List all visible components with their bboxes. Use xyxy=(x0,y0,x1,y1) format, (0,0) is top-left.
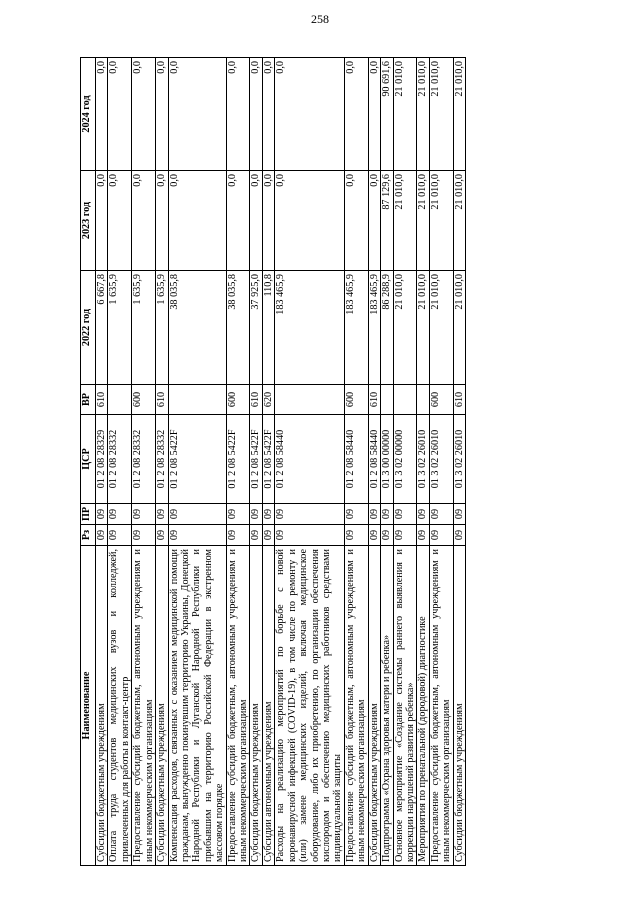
cell-2022: 6 667,8 xyxy=(96,271,108,385)
cell-pr: 09 xyxy=(368,504,380,525)
cell-vr: 610 xyxy=(250,385,262,415)
table-row xyxy=(156,58,168,866)
cell-vr: 610 xyxy=(453,385,465,415)
cell-2022: 21 010,0 xyxy=(453,271,465,385)
cell-2024: 0,0 xyxy=(275,58,345,171)
cell-pr: 09 xyxy=(344,504,368,525)
table-row xyxy=(417,58,429,866)
cell-rz: 09 xyxy=(132,525,156,546)
cell-csr: 01 2 08 28329 xyxy=(96,415,108,504)
cell-csr: 01 2 08 58440 xyxy=(344,415,368,504)
cell-rz: 09 xyxy=(96,525,108,546)
header-vr: ВР xyxy=(81,385,96,415)
budget-table xyxy=(80,57,466,866)
cell-pr: 09 xyxy=(108,504,132,525)
cell-2022: 21 010,0 xyxy=(417,271,429,385)
cell-2023: 87 129,6 xyxy=(381,171,393,271)
table-row xyxy=(429,58,453,866)
table-row xyxy=(250,58,262,866)
table-row xyxy=(262,58,274,866)
cell-pr: 09 xyxy=(275,504,345,525)
cell-2022: 183 465,9 xyxy=(344,271,368,385)
header-2024: 2024 год xyxy=(81,58,96,171)
cell-name: Оплата труда студентов медицинских вузов и колледжей, привлеченных для работы в контакт-центр xyxy=(108,546,132,866)
header-rz: Рз xyxy=(81,525,96,546)
cell-name: Субсидии бюджетным учреждениям xyxy=(368,546,380,866)
cell-csr: 01 2 08 5422F xyxy=(250,415,262,504)
cell-vr: 610 xyxy=(156,385,168,415)
table-row xyxy=(96,58,108,866)
cell-vr: 600 xyxy=(429,385,453,415)
cell-pr: 09 xyxy=(381,504,393,525)
cell-vr: 600 xyxy=(344,385,368,415)
cell-2024: 0,0 xyxy=(156,58,168,171)
cell-2024: 21 010,0 xyxy=(417,58,429,171)
table-row xyxy=(108,58,132,866)
table-header-row xyxy=(81,58,96,866)
header-pr: ПР xyxy=(81,504,96,525)
cell-name: Предоставление субсидий бюджетным, автономным учреждениям и иным некоммерческим организациям xyxy=(429,546,453,866)
cell-csr: 01 2 08 5422F xyxy=(168,415,226,504)
cell-2023: 0,0 xyxy=(132,171,156,271)
cell-2023: 21 010,0 xyxy=(429,171,453,271)
cell-2023: 21 010,0 xyxy=(417,171,429,271)
cell-csr: 01 2 08 5422F xyxy=(226,415,250,504)
cell-csr: 01 3 02 26010 xyxy=(429,415,453,504)
cell-rz: 09 xyxy=(453,525,465,546)
cell-2024: 0,0 xyxy=(168,58,226,171)
cell-vr: 600 xyxy=(132,385,156,415)
cell-2024: 0,0 xyxy=(226,58,250,171)
cell-rz: 09 xyxy=(381,525,393,546)
cell-rz: 09 xyxy=(262,525,274,546)
cell-name: Субсидии бюджетным учреждениям xyxy=(96,546,108,866)
cell-rz: 09 xyxy=(226,525,250,546)
cell-pr: 09 xyxy=(132,504,156,525)
cell-csr: 01 2 08 28332 xyxy=(108,415,132,504)
cell-2023: 0,0 xyxy=(96,171,108,271)
cell-name: Предоставление субсидий бюджетным, автономным учреждениям и иным некоммерческим организациям xyxy=(226,546,250,866)
table-row xyxy=(393,58,417,866)
table-body xyxy=(96,58,466,866)
cell-csr: 01 2 08 5422F xyxy=(262,415,274,504)
cell-pr: 09 xyxy=(453,504,465,525)
cell-vr xyxy=(168,385,226,415)
cell-vr xyxy=(108,385,132,415)
table-row xyxy=(132,58,156,866)
cell-rz: 09 xyxy=(156,525,168,546)
cell-rz: 09 xyxy=(108,525,132,546)
cell-2024: 21 010,0 xyxy=(393,58,417,171)
page-number: 258 xyxy=(311,12,329,26)
cell-2023: 21 010,0 xyxy=(453,171,465,271)
cell-2022: 86 288,9 xyxy=(381,271,393,385)
cell-name: Субсидии бюджетным учреждениям xyxy=(250,546,262,866)
cell-name: Расходы на реализацию мероприятий по борьбе с новой коронавирусной инфекцией (COVID-19), в том числе по ремонту и (или) замене медицинских изделий, включая медицинское оборудование, либо их приобретению, по организации обеспечения кислородом и обеспечению медицинских работников средствами индивидуальной защиты xyxy=(275,546,345,866)
cell-pr: 09 xyxy=(262,504,274,525)
cell-csr: 01 3 02 00000 xyxy=(393,415,417,504)
cell-csr: 01 2 08 58440 xyxy=(275,415,345,504)
cell-2022: 1 635,9 xyxy=(108,271,132,385)
header-name: Наименование xyxy=(81,546,96,866)
cell-2022: 1 635,9 xyxy=(132,271,156,385)
cell-2022: 110,8 xyxy=(262,271,274,385)
rotated-table-container xyxy=(80,58,562,866)
cell-2024: 21 010,0 xyxy=(429,58,453,171)
cell-rz: 09 xyxy=(368,525,380,546)
cell-csr: 01 2 08 28332 xyxy=(132,415,156,504)
cell-pr: 09 xyxy=(417,504,429,525)
cell-2023: 21 010,0 xyxy=(393,171,417,271)
cell-2023: 0,0 xyxy=(250,171,262,271)
table-row xyxy=(226,58,250,866)
cell-2023: 0,0 xyxy=(368,171,380,271)
cell-2024: 90 691,6 xyxy=(381,58,393,171)
cell-csr: 01 2 08 28332 xyxy=(156,415,168,504)
cell-pr: 09 xyxy=(168,504,226,525)
cell-2022: 21 010,0 xyxy=(393,271,417,385)
table-row xyxy=(368,58,380,866)
cell-name: Подпрограмма «Охрана здоровья матери и ребенка» xyxy=(381,546,393,866)
cell-vr: 620 xyxy=(262,385,274,415)
cell-pr: 09 xyxy=(429,504,453,525)
table-row xyxy=(344,58,368,866)
cell-vr xyxy=(393,385,417,415)
cell-pr: 09 xyxy=(393,504,417,525)
cell-2022: 183 465,9 xyxy=(368,271,380,385)
cell-pr: 09 xyxy=(96,504,108,525)
cell-2024: 0,0 xyxy=(368,58,380,171)
cell-vr xyxy=(417,385,429,415)
cell-vr: 600 xyxy=(226,385,250,415)
cell-2023: 0,0 xyxy=(168,171,226,271)
cell-csr: 01 3 02 26010 xyxy=(417,415,429,504)
cell-vr: 610 xyxy=(368,385,380,415)
cell-2024: 0,0 xyxy=(96,58,108,171)
cell-name: Субсидии бюджетным учреждениям xyxy=(156,546,168,866)
cell-vr xyxy=(275,385,345,415)
cell-rz: 09 xyxy=(250,525,262,546)
cell-2022: 38 035,8 xyxy=(168,271,226,385)
cell-name: Субсидии бюджетным учреждениям xyxy=(453,546,465,866)
cell-name: Мероприятия по пренатальной (дородовой) диагностике xyxy=(417,546,429,866)
cell-2024: 0,0 xyxy=(250,58,262,171)
cell-name: Субсидии автономным учреждениям xyxy=(262,546,274,866)
cell-2022: 183 465,9 xyxy=(275,271,345,385)
cell-rz: 09 xyxy=(417,525,429,546)
cell-rz: 09 xyxy=(393,525,417,546)
cell-name: Основное мероприятие «Создание системы раннего выявления и коррекции нарушений развития ребенка» xyxy=(393,546,417,866)
cell-rz: 09 xyxy=(344,525,368,546)
cell-2024: 0,0 xyxy=(262,58,274,171)
header-2023: 2023 год xyxy=(81,171,96,271)
cell-vr xyxy=(381,385,393,415)
cell-pr: 09 xyxy=(250,504,262,525)
cell-name: Предоставление субсидий бюджетным, автономным учреждениям и иным некоммерческим организациям xyxy=(132,546,156,866)
cell-2023: 0,0 xyxy=(275,171,345,271)
cell-csr: 01 3 02 26010 xyxy=(453,415,465,504)
cell-pr: 09 xyxy=(226,504,250,525)
cell-2024: 0,0 xyxy=(132,58,156,171)
rotated-table-area xyxy=(80,58,562,866)
cell-2023: 0,0 xyxy=(262,171,274,271)
cell-2024: 0,0 xyxy=(108,58,132,171)
cell-rz: 09 xyxy=(275,525,345,546)
cell-2023: 0,0 xyxy=(156,171,168,271)
cell-pr: 09 xyxy=(156,504,168,525)
cell-2023: 0,0 xyxy=(226,171,250,271)
table-row xyxy=(381,58,393,866)
table-row xyxy=(275,58,345,866)
cell-csr: 01 2 08 58440 xyxy=(368,415,380,504)
cell-vr: 610 xyxy=(96,385,108,415)
cell-rz: 09 xyxy=(168,525,226,546)
cell-2022: 1 635,9 xyxy=(156,271,168,385)
cell-csr: 01 3 00 00000 xyxy=(381,415,393,504)
cell-2022: 38 035,8 xyxy=(226,271,250,385)
cell-2022: 37 925,0 xyxy=(250,271,262,385)
cell-2022: 21 010,0 xyxy=(429,271,453,385)
table-row xyxy=(168,58,226,866)
cell-rz: 09 xyxy=(429,525,453,546)
table-row xyxy=(453,58,465,866)
cell-name: Компенсация расходов, связанных с оказанием медицинской помощи гражданам, вынужденно покинувшим территорию Украины, Донецкой Народной Республики и Луганской Народной Республики и прибывшим на территорию Российской Федерации в экстренном массовом порядке xyxy=(168,546,226,866)
cell-2024: 21 010,0 xyxy=(453,58,465,171)
header-2022: 2022 год xyxy=(81,271,96,385)
cell-2023: 0,0 xyxy=(108,171,132,271)
cell-name: Предоставление субсидий бюджетным, автономным учреждениям и иным некоммерческим организациям xyxy=(344,546,368,866)
cell-2023: 0,0 xyxy=(344,171,368,271)
cell-2024: 0,0 xyxy=(344,58,368,171)
header-csr: ЦСР xyxy=(81,415,96,504)
